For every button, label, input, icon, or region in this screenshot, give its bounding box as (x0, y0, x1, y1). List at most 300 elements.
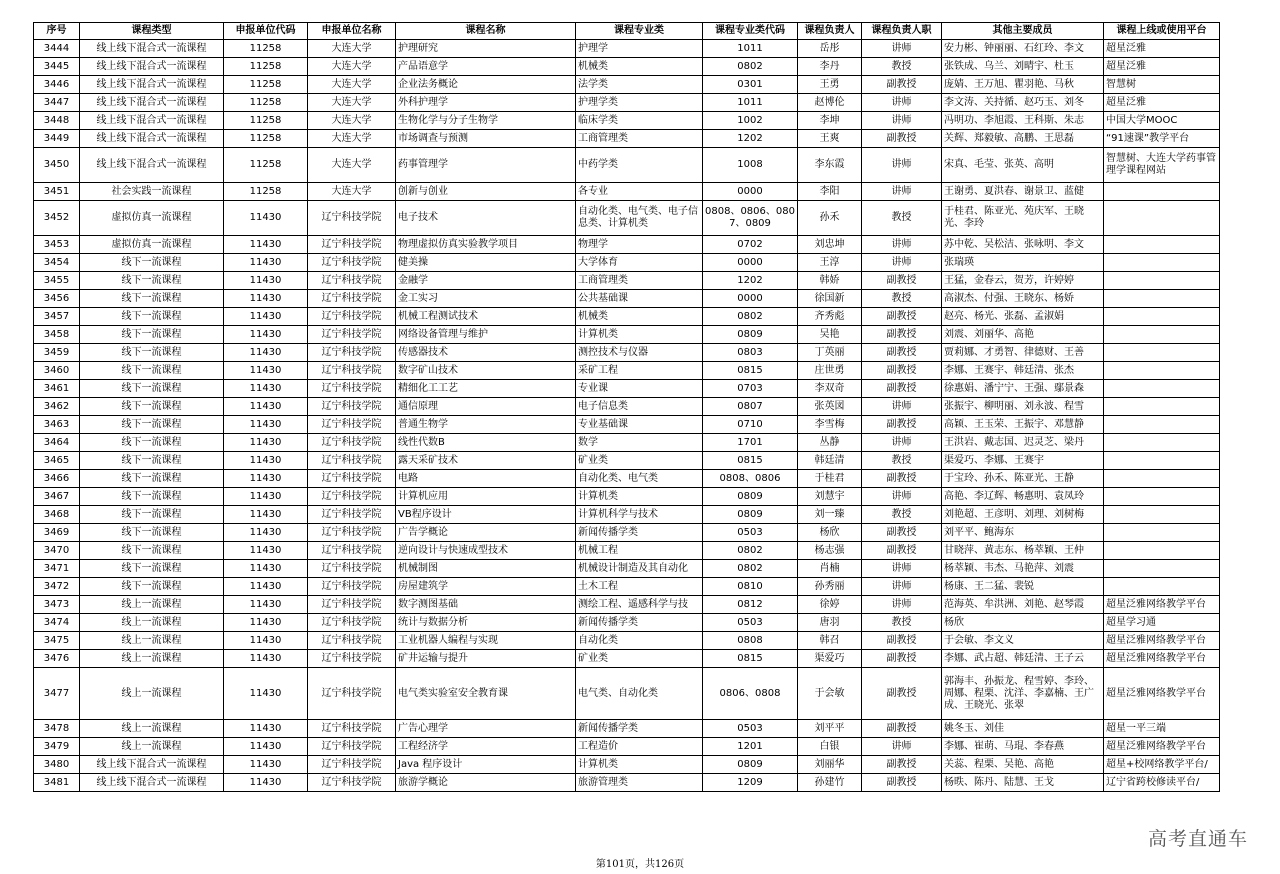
cell-course-type: 线下一流课程 (80, 398, 224, 416)
cell-row-id: 3481 (34, 774, 80, 792)
cell-other-members: 徐惠娟、潘宁宁、王强、鄢景森 (942, 380, 1104, 398)
table-row (34, 183, 1220, 201)
cell-major-category: 各专业 (576, 183, 703, 201)
cell-major-code: 0809 (703, 506, 798, 524)
cell-other-members: 苏中乾、吴松洁、张咏明、李文 (942, 236, 1104, 254)
cell-platform: 超星泛雅网络教学平台 (1104, 738, 1220, 756)
header-major-code: 课程专业类代码 (703, 23, 798, 40)
cell-platform (1104, 578, 1220, 596)
cell-row-id: 3469 (34, 524, 80, 542)
cell-platform (1104, 416, 1220, 434)
cell-course-name: 电子技术 (396, 201, 576, 236)
cell-major-category: 自动化类 (576, 632, 703, 650)
cell-course-leader: 韩廷清 (798, 452, 862, 470)
cell-course-name: 工业机器人编程与实现 (396, 632, 576, 650)
cell-course-type: 线上一流课程 (80, 738, 224, 756)
cell-unit-code: 11430 (224, 756, 308, 774)
cell-major-code: 0810 (703, 578, 798, 596)
cell-row-id: 3455 (34, 272, 80, 290)
cell-other-members: 杨萃颖、韦杰、马艳萍、刘震 (942, 560, 1104, 578)
cell-course-leader: 白银 (798, 738, 862, 756)
table-row (34, 668, 1220, 720)
header-course-type: 课程类型 (80, 23, 224, 40)
cell-major-category: 旅游管理类 (576, 774, 703, 792)
cell-unit-code: 11430 (224, 398, 308, 416)
cell-platform (1104, 560, 1220, 578)
cell-row-id: 3460 (34, 362, 80, 380)
cell-unit-name: 辽宁科技学院 (308, 236, 396, 254)
cell-row-id: 3446 (34, 76, 80, 94)
cell-leader-title: 副教授 (862, 524, 942, 542)
table-row (34, 738, 1220, 756)
cell-other-members: 王洪岩、戴志国、迟灵芝、梁丹 (942, 434, 1104, 452)
cell-row-id: 3470 (34, 542, 80, 560)
cell-leader-title: 教授 (862, 452, 942, 470)
table-row (34, 470, 1220, 488)
table-row (34, 344, 1220, 362)
table-row (34, 76, 1220, 94)
cell-unit-code: 11430 (224, 308, 308, 326)
cell-row-id: 3450 (34, 148, 80, 183)
cell-other-members: 张振宇、柳明丽、刘永波、程雪 (942, 398, 1104, 416)
cell-unit-code: 11430 (224, 488, 308, 506)
cell-course-name: 产品语意学 (396, 58, 576, 76)
cell-leader-title: 副教授 (862, 416, 942, 434)
cell-major-category: 计算机科学与技术 (576, 506, 703, 524)
cell-unit-code: 11430 (224, 560, 308, 578)
cell-other-members: 于会敏、李文义 (942, 632, 1104, 650)
cell-unit-code: 11430 (224, 344, 308, 362)
cell-platform: 超星泛雅 (1104, 94, 1220, 112)
cell-unit-code: 11430 (224, 362, 308, 380)
cell-course-leader: 徐国新 (798, 290, 862, 308)
cell-course-type: 线下一流课程 (80, 362, 224, 380)
cell-unit-code: 11430 (224, 578, 308, 596)
cell-course-name: 健美操 (396, 254, 576, 272)
cell-platform (1104, 201, 1220, 236)
cell-leader-title: 讲师 (862, 148, 942, 183)
cell-major-category: 测控技术与仪器 (576, 344, 703, 362)
cell-course-type: 线上一流课程 (80, 614, 224, 632)
cell-leader-title: 讲师 (862, 738, 942, 756)
cell-unit-code: 11430 (224, 254, 308, 272)
cell-unit-name: 辽宁科技学院 (308, 272, 396, 290)
cell-row-id: 3473 (34, 596, 80, 614)
cell-platform (1104, 470, 1220, 488)
cell-row-id: 3478 (34, 720, 80, 738)
cell-course-type: 线上线下混合式一流课程 (80, 76, 224, 94)
cell-leader-title: 副教授 (862, 362, 942, 380)
cell-row-id: 3461 (34, 380, 80, 398)
cell-unit-code: 11430 (224, 470, 308, 488)
cell-major-category: 机械类 (576, 308, 703, 326)
cell-unit-code: 11258 (224, 40, 308, 58)
cell-course-leader: 刘一臻 (798, 506, 862, 524)
cell-course-type: 线下一流课程 (80, 326, 224, 344)
cell-row-id: 3466 (34, 470, 80, 488)
cell-course-leader: 王淳 (798, 254, 862, 272)
cell-course-name: 机械制图 (396, 560, 576, 578)
cell-major-category: 新闻传播学类 (576, 614, 703, 632)
cell-course-type: 线下一流课程 (80, 254, 224, 272)
cell-other-members: 王猛，金春云，贺芳，许婷婷 (942, 272, 1104, 290)
cell-leader-title: 副教授 (862, 470, 942, 488)
cell-platform: 超星泛雅 (1104, 40, 1220, 58)
cell-unit-code: 11258 (224, 76, 308, 94)
cell-major-category: 数学 (576, 434, 703, 452)
cell-platform: 辽宁省跨校修读平台/ (1104, 774, 1220, 792)
cell-course-name: 工程经济学 (396, 738, 576, 756)
cell-other-members: 高颖、王玉荣、王振宇、邓慧静 (942, 416, 1104, 434)
cell-unit-name: 辽宁科技学院 (308, 756, 396, 774)
cell-course-leader: 李阳 (798, 183, 862, 201)
table-row (34, 506, 1220, 524)
cell-unit-code: 11258 (224, 183, 308, 201)
cell-row-id: 3454 (34, 254, 80, 272)
table-row (34, 596, 1220, 614)
cell-other-members: 关蕊、程栗、吴艳、高艳 (942, 756, 1104, 774)
cell-platform: 超星泛雅网络教学平台 (1104, 668, 1220, 720)
cell-unit-code: 11430 (224, 272, 308, 290)
cell-course-name: 计算机应用 (396, 488, 576, 506)
cell-course-name: 统计与数据分析 (396, 614, 576, 632)
cell-unit-name: 辽宁科技学院 (308, 506, 396, 524)
cell-course-name: 金工实习 (396, 290, 576, 308)
cell-unit-name: 辽宁科技学院 (308, 738, 396, 756)
table-row (34, 58, 1220, 76)
cell-course-name: 矿井运输与提升 (396, 650, 576, 668)
table-row (34, 380, 1220, 398)
cell-course-name: 机械工程测试技术 (396, 308, 576, 326)
cell-leader-title: 副教授 (862, 308, 942, 326)
cell-course-name: 护理研究 (396, 40, 576, 58)
cell-major-code: 0802 (703, 542, 798, 560)
cell-unit-name: 大连大学 (308, 94, 396, 112)
cell-other-members: 渠爱巧、李娜、王赛宇 (942, 452, 1104, 470)
cell-platform: 超星一平三端 (1104, 720, 1220, 738)
cell-course-type: 线上线下混合式一流课程 (80, 130, 224, 148)
table-row (34, 720, 1220, 738)
cell-unit-name: 辽宁科技学院 (308, 488, 396, 506)
table-row (34, 398, 1220, 416)
cell-other-members: 宋真、毛莹、张英、高明 (942, 148, 1104, 183)
table-row (34, 434, 1220, 452)
cell-course-leader: 吴艳 (798, 326, 862, 344)
cell-course-leader: 丁英丽 (798, 344, 862, 362)
cell-course-leader: 李东霞 (798, 148, 862, 183)
cell-leader-title: 副教授 (862, 650, 942, 668)
cell-major-code: 1202 (703, 272, 798, 290)
cell-course-leader: 渠爱巧 (798, 650, 862, 668)
cell-major-category: 专业基础课 (576, 416, 703, 434)
table-header-row (34, 23, 1220, 40)
cell-major-code: 0806、0808 (703, 668, 798, 720)
cell-unit-code: 11430 (224, 632, 308, 650)
cell-leader-title: 副教授 (862, 326, 942, 344)
cell-course-leader: 庄世勇 (798, 362, 862, 380)
cell-row-id: 3471 (34, 560, 80, 578)
cell-course-name: 物理虚拟仿真实验教学项目 (396, 236, 576, 254)
cell-other-members: 于桂君、陈亚光、苑庆军、王晓光、李玲 (942, 201, 1104, 236)
cell-other-members: 于宝玲、孙禾、陈亚光、王静 (942, 470, 1104, 488)
cell-major-code: 0809 (703, 756, 798, 774)
cell-major-category: 土木工程 (576, 578, 703, 596)
cell-course-name: 传感器技术 (396, 344, 576, 362)
cell-course-type: 线上线下混合式一流课程 (80, 40, 224, 58)
cell-unit-code: 11430 (224, 236, 308, 254)
cell-leader-title: 副教授 (862, 76, 942, 94)
table-row (34, 560, 1220, 578)
cell-major-category: 中药学类 (576, 148, 703, 183)
cell-major-category: 自动化类、电气类 (576, 470, 703, 488)
cell-other-members: 赵亮、杨光、张磊、孟淑娟 (942, 308, 1104, 326)
cell-major-category: 护理学 (576, 40, 703, 58)
cell-platform: “91速课”教学平台 (1104, 130, 1220, 148)
cell-row-id: 3475 (34, 632, 80, 650)
cell-course-name: 普通生物学 (396, 416, 576, 434)
cell-unit-code: 11258 (224, 148, 308, 183)
cell-major-code: 0812 (703, 596, 798, 614)
cell-course-type: 线下一流课程 (80, 380, 224, 398)
cell-course-type: 线下一流课程 (80, 578, 224, 596)
cell-course-type: 社会实践一流课程 (80, 183, 224, 201)
header-major-category: 课程专业类 (576, 23, 703, 40)
cell-unit-name: 辽宁科技学院 (308, 650, 396, 668)
table-row (34, 774, 1220, 792)
cell-course-leader: 岳彤 (798, 40, 862, 58)
table-row (34, 756, 1220, 774)
cell-other-members: 杨昳、陈丹、陆慧、王戈 (942, 774, 1104, 792)
cell-unit-name: 辽宁科技学院 (308, 720, 396, 738)
cell-leader-title: 讲师 (862, 183, 942, 201)
cell-other-members: 刘震、刘丽华、高艳 (942, 326, 1104, 344)
header-course-name: 课程名称 (396, 23, 576, 40)
cell-unit-name: 大连大学 (308, 58, 396, 76)
cell-major-code: 1011 (703, 40, 798, 58)
cell-leader-title: 讲师 (862, 398, 942, 416)
cell-other-members: 杨欣 (942, 614, 1104, 632)
header-platform: 课程上线或使用平台 (1104, 23, 1220, 40)
cell-unit-name: 辽宁科技学院 (308, 560, 396, 578)
cell-major-category: 工程造价 (576, 738, 703, 756)
cell-course-leader: 刘平平 (798, 720, 862, 738)
cell-unit-code: 11430 (224, 774, 308, 792)
cell-course-name: 创新与创业 (396, 183, 576, 201)
cell-row-id: 3474 (34, 614, 80, 632)
cell-course-name: 线性代数B (396, 434, 576, 452)
cell-course-leader: 李丹 (798, 58, 862, 76)
cell-course-leader: 唐羽 (798, 614, 862, 632)
cell-platform (1104, 308, 1220, 326)
cell-platform (1104, 434, 1220, 452)
cell-course-type: 虚拟仿真一流课程 (80, 201, 224, 236)
cell-course-type: 线上线下混合式一流课程 (80, 774, 224, 792)
cell-platform: 超星+校网络教学平台/ (1104, 756, 1220, 774)
table-row (34, 650, 1220, 668)
cell-unit-name: 辽宁科技学院 (308, 416, 396, 434)
cell-major-category: 机械设计制造及其自动化 (576, 560, 703, 578)
cell-course-leader: 刘丽华 (798, 756, 862, 774)
table-row (34, 362, 1220, 380)
table-row (34, 272, 1220, 290)
cell-platform: 超星泛雅网络教学平台 (1104, 632, 1220, 650)
cell-unit-name: 辽宁科技学院 (308, 201, 396, 236)
cell-course-leader: 于会敏 (798, 668, 862, 720)
cell-unit-name: 大连大学 (308, 130, 396, 148)
table-row (34, 254, 1220, 272)
cell-major-category: 计算机类 (576, 488, 703, 506)
cell-row-id: 3445 (34, 58, 80, 76)
cell-row-id: 3448 (34, 112, 80, 130)
cell-major-code: 0808、0806、0807、0809 (703, 201, 798, 236)
cell-leader-title: 教授 (862, 614, 942, 632)
cell-course-leader: 李坤 (798, 112, 862, 130)
cell-leader-title: 教授 (862, 58, 942, 76)
table-row (34, 524, 1220, 542)
cell-major-category: 测绘工程、遥感科学与技 (576, 596, 703, 614)
cell-row-id: 3444 (34, 40, 80, 58)
cell-course-leader: 肖楠 (798, 560, 862, 578)
cell-major-category: 大学体育 (576, 254, 703, 272)
cell-major-code: 0815 (703, 452, 798, 470)
cell-other-members: 高艳、李辽辉、畅惠明、袁凤玲 (942, 488, 1104, 506)
cell-major-code: 0301 (703, 76, 798, 94)
cell-unit-name: 辽宁科技学院 (308, 344, 396, 362)
cell-unit-name: 辽宁科技学院 (308, 774, 396, 792)
cell-leader-title: 讲师 (862, 596, 942, 614)
cell-course-leader: 王勇 (798, 76, 862, 94)
cell-major-code: 0503 (703, 720, 798, 738)
cell-course-name: 市场调查与预测 (396, 130, 576, 148)
cell-unit-name: 大连大学 (308, 112, 396, 130)
cell-unit-name: 辽宁科技学院 (308, 668, 396, 720)
table-row (34, 488, 1220, 506)
header-leader-title: 课程负责人职 (862, 23, 942, 40)
cell-course-type: 线下一流课程 (80, 434, 224, 452)
cell-course-name: Java 程序设计 (396, 756, 576, 774)
cell-row-id: 3452 (34, 201, 80, 236)
cell-row-id: 3463 (34, 416, 80, 434)
cell-row-id: 3456 (34, 290, 80, 308)
cell-platform (1104, 362, 1220, 380)
table-row (34, 112, 1220, 130)
cell-other-members: 姚冬玉、刘佳 (942, 720, 1104, 738)
cell-course-type: 线下一流课程 (80, 470, 224, 488)
cell-major-category: 物理学 (576, 236, 703, 254)
cell-unit-name: 辽宁科技学院 (308, 380, 396, 398)
cell-unit-name: 辽宁科技学院 (308, 362, 396, 380)
cell-unit-code: 11430 (224, 452, 308, 470)
cell-course-name: 广告学概论 (396, 524, 576, 542)
table-row (34, 236, 1220, 254)
cell-unit-code: 11430 (224, 506, 308, 524)
header-row-id: 序号 (34, 23, 80, 40)
cell-course-leader: 李雪梅 (798, 416, 862, 434)
cell-leader-title: 副教授 (862, 272, 942, 290)
cell-unit-name: 辽宁科技学院 (308, 308, 396, 326)
cell-major-category: 工商管理类 (576, 130, 703, 148)
cell-unit-code: 11258 (224, 130, 308, 148)
cell-course-leader: 孙禾 (798, 201, 862, 236)
cell-major-category: 临床学类 (576, 112, 703, 130)
cell-leader-title: 讲师 (862, 236, 942, 254)
cell-major-category: 计算机类 (576, 326, 703, 344)
cell-row-id: 3458 (34, 326, 80, 344)
cell-major-code: 1209 (703, 774, 798, 792)
cell-course-type: 线下一流课程 (80, 290, 224, 308)
table-row (34, 416, 1220, 434)
cell-platform: 超星泛雅网络教学平台 (1104, 596, 1220, 614)
cell-unit-name: 辽宁科技学院 (308, 632, 396, 650)
cell-major-code: 1002 (703, 112, 798, 130)
cell-course-name: 数字测图基础 (396, 596, 576, 614)
cell-major-category: 矿业类 (576, 650, 703, 668)
cell-unit-code: 11258 (224, 94, 308, 112)
cell-major-category: 新闻传播学类 (576, 720, 703, 738)
cell-unit-code: 11430 (224, 201, 308, 236)
table-row (34, 452, 1220, 470)
cell-leader-title: 讲师 (862, 40, 942, 58)
cell-row-id: 3449 (34, 130, 80, 148)
cell-unit-name: 辽宁科技学院 (308, 524, 396, 542)
table-row (34, 614, 1220, 632)
cell-leader-title: 副教授 (862, 344, 942, 362)
cell-other-members: 王谢勇、夏洪春、谢景卫、蓝健 (942, 183, 1104, 201)
cell-unit-code: 11430 (224, 542, 308, 560)
cell-major-code: 0710 (703, 416, 798, 434)
cell-platform (1104, 488, 1220, 506)
cell-platform: 智慧树 (1104, 76, 1220, 94)
cell-unit-name: 大连大学 (308, 148, 396, 183)
cell-major-category: 机械工程 (576, 542, 703, 560)
cell-course-type: 线上一流课程 (80, 668, 224, 720)
cell-row-id: 3468 (34, 506, 80, 524)
cell-course-name: 通信原理 (396, 398, 576, 416)
cell-major-code: 0809 (703, 488, 798, 506)
cell-platform (1104, 326, 1220, 344)
cell-course-leader: 孙建竹 (798, 774, 862, 792)
cell-unit-name: 辽宁科技学院 (308, 326, 396, 344)
cell-platform: 智慧树、大连大学药事管理学课程网站 (1104, 148, 1220, 183)
table-row (34, 201, 1220, 236)
cell-course-leader: 丛静 (798, 434, 862, 452)
cell-major-code: 0802 (703, 58, 798, 76)
table-row (34, 326, 1220, 344)
cell-course-leader: 韩召 (798, 632, 862, 650)
cell-course-type: 线上线下混合式一流课程 (80, 148, 224, 183)
cell-other-members: 安力彬、钟丽丽、石红玲、李文 (942, 40, 1104, 58)
cell-other-members: 李娜、王赛宇、韩廷清、张杰 (942, 362, 1104, 380)
cell-course-leader: 杨志强 (798, 542, 862, 560)
cell-row-id: 3451 (34, 183, 80, 201)
cell-unit-code: 11430 (224, 326, 308, 344)
cell-unit-name: 辽宁科技学院 (308, 290, 396, 308)
cell-unit-code: 11430 (224, 434, 308, 452)
cell-course-name: 企业法务概论 (396, 76, 576, 94)
cell-row-id: 3477 (34, 668, 80, 720)
cell-major-code: 0808、0806 (703, 470, 798, 488)
cell-platform: 超星学习通 (1104, 614, 1220, 632)
cell-other-members: 冯明功、李旭霞、王科斯、朱志 (942, 112, 1104, 130)
cell-course-type: 线上一流课程 (80, 650, 224, 668)
header-course-leader: 课程负责人 (798, 23, 862, 40)
cell-major-code: 0802 (703, 308, 798, 326)
cell-leader-title: 副教授 (862, 720, 942, 738)
cell-platform (1104, 344, 1220, 362)
cell-course-leader: 孙秀丽 (798, 578, 862, 596)
cell-leader-title: 副教授 (862, 756, 942, 774)
cell-major-category: 公共基础课 (576, 290, 703, 308)
